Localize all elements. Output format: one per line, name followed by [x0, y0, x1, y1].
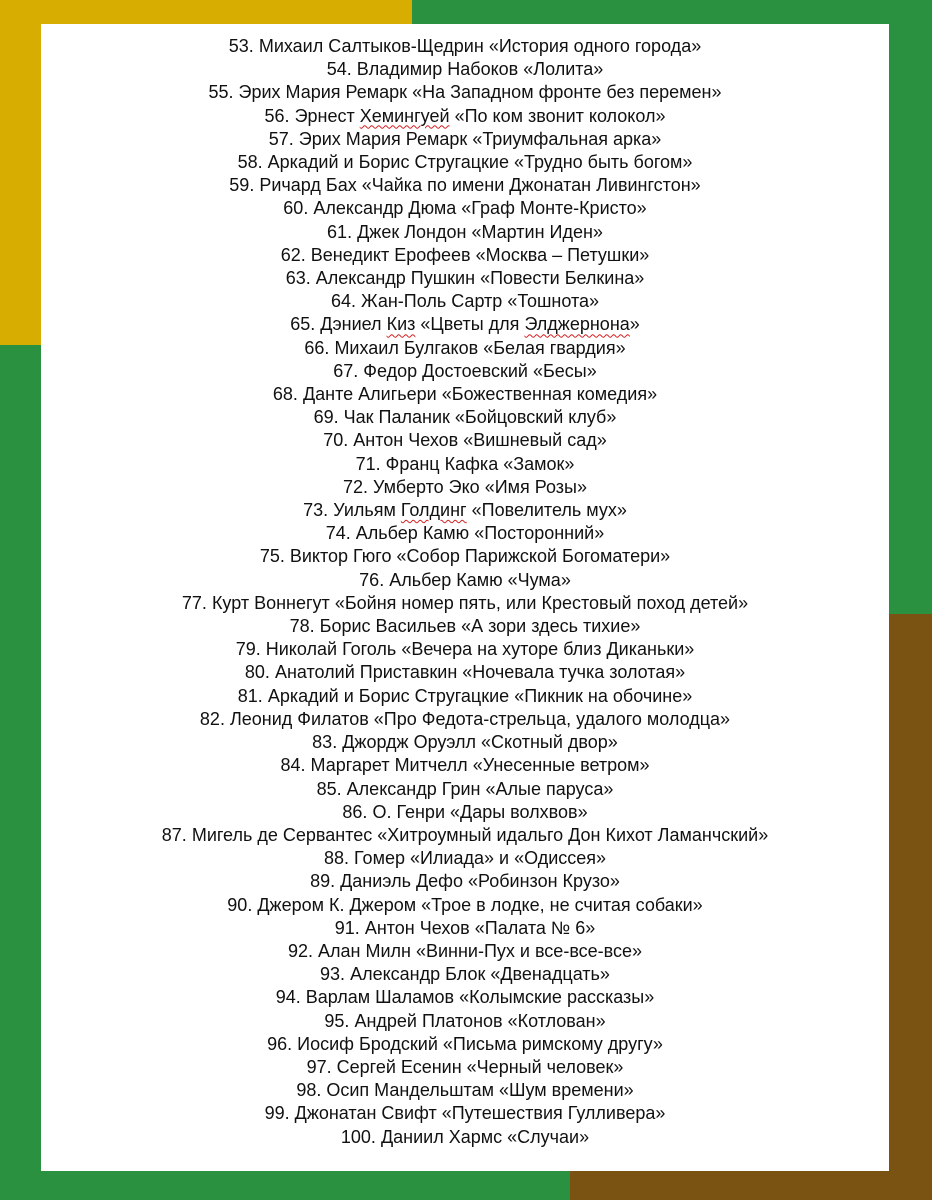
item-title: «По ком звонит колокол»: [454, 105, 666, 126]
item-author: Джером К. Джером: [257, 894, 417, 915]
item-title-misspelled: Элджернона: [524, 314, 630, 335]
item-title: «Чума»: [507, 569, 571, 590]
list-item: [41, 197, 889, 220]
list-item: [41, 545, 889, 568]
item-number: 78.: [289, 616, 315, 637]
item-title: «Бесы»: [532, 360, 597, 381]
item-number: 90.: [227, 894, 253, 915]
item-number: 72.: [343, 476, 369, 497]
list-item: [41, 638, 889, 661]
list-item: [41, 894, 889, 917]
item-title: «Хитроумный идальго Дон Кихот Ламанчский»: [377, 824, 769, 845]
item-author: Даниил Хармс: [380, 1126, 503, 1147]
list-item: [41, 569, 889, 592]
list-item: [41, 801, 889, 824]
item-author: Антон Чехов: [353, 430, 459, 451]
item-number: 58.: [237, 152, 263, 173]
item-author: Альбер Камю: [355, 523, 470, 544]
item-title: «Черный человек»: [466, 1056, 624, 1077]
item-number: 100.: [340, 1126, 376, 1147]
list-item: [41, 151, 889, 174]
item-author: Михаил Салтыков-Щедрин: [258, 36, 484, 56]
item-title: «Вишневый сад»: [463, 430, 607, 451]
book-list: [41, 24, 889, 1149]
item-author: Осип Мандельштам: [326, 1080, 494, 1101]
list-item: [41, 940, 889, 963]
list-item: [41, 105, 889, 128]
list-item: [41, 1056, 889, 1079]
list-item: [41, 383, 889, 406]
list-item: [41, 313, 889, 336]
item-author: Дэниел: [320, 314, 382, 335]
item-title: «Повелитель мух»: [471, 500, 627, 521]
item-author: Иосиф Бродский: [297, 1033, 438, 1054]
list-item: [41, 522, 889, 545]
item-author: Мигель де Сервантес: [191, 824, 373, 845]
list-item: [41, 754, 889, 777]
list-item: [41, 128, 889, 151]
item-number: 60.: [283, 198, 309, 219]
item-title: «Цветы для: [420, 314, 520, 335]
item-author: Курт Воннегут: [211, 592, 330, 613]
item-author-misspelled: Голдинг: [400, 500, 467, 521]
item-author: Франц Кафка: [385, 453, 499, 474]
item-author: Варлам Шаламов: [305, 987, 455, 1008]
list-item: [41, 1010, 889, 1033]
item-number: 84.: [280, 755, 306, 776]
item-author: Андрей Платонов: [354, 1010, 503, 1031]
item-title: «Собор Парижской Богоматери»: [396, 546, 671, 567]
item-title: «Ночевала тучка золотая»: [462, 662, 686, 683]
list-item: [41, 963, 889, 986]
item-number: 62.: [280, 244, 306, 265]
list-item: [41, 661, 889, 684]
item-author: Аркадий и Борис Стругацкие: [267, 685, 510, 706]
item-number: 71.: [355, 453, 381, 474]
item-number: 75.: [259, 546, 285, 567]
item-number: 56.: [264, 105, 290, 126]
item-title: «Белая гвардия»: [483, 337, 626, 358]
item-number: 95.: [324, 1010, 350, 1031]
item-author: Умберто Эко: [373, 476, 480, 497]
item-number: 67.: [333, 360, 359, 381]
item-number: 92.: [287, 940, 313, 961]
item-title: «Путешествия Гулливера»: [441, 1103, 666, 1124]
item-title: «Про Федота-стрельца, удалого молодца»: [373, 708, 731, 729]
item-title: «Палата № 6»: [474, 917, 596, 938]
item-author: Эрнест: [294, 105, 355, 126]
item-title: «Божественная комедия»: [441, 384, 658, 405]
list-item: [41, 824, 889, 847]
list-item: [41, 174, 889, 197]
item-title: «Шум времени»: [499, 1080, 634, 1101]
item-author-misspelled: Киз: [386, 314, 416, 335]
item-title: «Посторонний»: [474, 523, 605, 544]
list-item: [41, 1102, 889, 1125]
list-item: [41, 1079, 889, 1102]
item-author: Александр Дюма: [313, 198, 457, 219]
item-number: 94.: [275, 987, 301, 1008]
item-author: Джек Лондон: [357, 221, 467, 242]
item-title: «Робинзон Крузо»: [468, 871, 620, 892]
list-item: [41, 731, 889, 754]
item-number: 69.: [313, 407, 339, 428]
item-title: «Унесенные ветром»: [472, 755, 650, 776]
item-number: 89.: [310, 871, 336, 892]
item-number: 98.: [296, 1080, 322, 1101]
item-title: «Колымские рассказы»: [459, 987, 655, 1008]
item-number: 85.: [316, 778, 342, 799]
item-title: «Винни-Пух и все-все-все»: [415, 940, 643, 961]
item-number: 57.: [268, 128, 294, 149]
list-item: [41, 267, 889, 290]
document-page: [41, 24, 889, 1171]
item-title: «Илиада» и «Одиссея»: [409, 848, 607, 869]
item-author: Леонид Филатов: [229, 708, 369, 729]
item-number: 65.: [290, 314, 316, 335]
item-title: «Алые паруса»: [485, 778, 614, 799]
item-number: 73.: [303, 500, 329, 521]
list-item: [41, 499, 889, 522]
item-title: «Трудно быть богом»: [513, 152, 693, 173]
item-number: 68.: [272, 384, 298, 405]
list-item: [41, 337, 889, 360]
item-number: 87.: [161, 824, 187, 845]
item-author: Эрих Мария Ремарк: [238, 82, 408, 103]
item-number: 66.: [304, 337, 330, 358]
item-author-misspelled: Хемингуей: [359, 105, 450, 126]
item-title: «Триумфальная арка»: [472, 128, 662, 149]
item-author: Михаил Булгаков: [334, 337, 479, 358]
item-title: «А зори здесь тихие»: [461, 616, 641, 637]
item-title-end: »: [629, 314, 640, 335]
list-item: [41, 429, 889, 452]
list-item: [41, 35, 889, 58]
item-author: Джордж Оруэлл: [342, 732, 477, 753]
item-number: 77.: [181, 592, 207, 613]
item-number: 93.: [320, 964, 346, 985]
item-author: Александр Блок: [350, 964, 486, 985]
item-author: Николай Гоголь: [265, 639, 397, 660]
item-title: «Письма римскому другу»: [442, 1033, 663, 1054]
item-title: «Котлован»: [507, 1010, 606, 1031]
item-title: «Скотный двор»: [481, 732, 618, 753]
item-number: 80.: [244, 662, 270, 683]
item-number: 53.: [228, 36, 254, 56]
list-item: [41, 1033, 889, 1056]
item-author: Альбер Камю: [389, 569, 503, 590]
item-title: «Вечера на хуторе близ Диканьки»: [401, 639, 695, 660]
item-number: 70.: [323, 430, 349, 451]
item-number: 96.: [267, 1033, 293, 1054]
list-item: [41, 81, 889, 104]
item-title: «Замок»: [503, 453, 575, 474]
item-title: «На Западном фронте без перемен»: [412, 82, 722, 103]
item-author: Антон Чехов: [364, 917, 470, 938]
list-item: [41, 406, 889, 429]
list-item: [41, 58, 889, 81]
item-number: 99.: [264, 1103, 290, 1124]
item-author: О. Генри: [372, 801, 445, 822]
item-author: Ричард Бах: [259, 175, 357, 196]
list-item: [41, 221, 889, 244]
item-author: Даниэль Дефо: [340, 871, 463, 892]
item-author: Анатолий Приставкин: [274, 662, 458, 683]
item-number: 74.: [325, 523, 351, 544]
item-title: «Пикник на обочине»: [514, 685, 693, 706]
item-number: 61.: [327, 221, 353, 242]
list-item: [41, 615, 889, 638]
item-title: «Мартин Иден»: [471, 221, 603, 242]
item-title: «Трое в лодке, не считая собаки»: [421, 894, 703, 915]
item-title: «История одного города»: [488, 36, 702, 56]
item-number: 64.: [330, 291, 357, 312]
item-number: 86.: [342, 801, 368, 822]
item-title: «Имя Розы»: [484, 476, 587, 497]
item-author: Эрих Мария Ремарк: [298, 128, 468, 149]
item-author: Джонатан Свифт: [294, 1103, 437, 1124]
item-title: «Лолита»: [523, 59, 604, 80]
item-author: Виктор Гюго: [289, 546, 392, 567]
list-item: [41, 708, 889, 731]
item-author: Сергей Есенин: [336, 1056, 462, 1077]
list-item: [41, 917, 889, 940]
item-title: «Бойня номер пять, или Крестовый поход детей»: [334, 592, 749, 613]
list-item: [41, 244, 889, 267]
item-author: Венедикт Ерофеев: [310, 244, 471, 265]
list-item: [41, 360, 889, 383]
item-number: 83.: [312, 732, 338, 753]
list-item: [41, 592, 889, 615]
item-title: «Двенадцать»: [490, 964, 610, 985]
item-author: Маргарет Митчелл: [310, 755, 468, 776]
item-author: Уильям: [333, 500, 396, 521]
list-item: [41, 847, 889, 870]
list-item: [41, 870, 889, 893]
item-number: 55.: [208, 82, 234, 103]
item-author: Алан Милн: [317, 940, 411, 961]
item-number: 82.: [199, 708, 225, 729]
list-item: [41, 476, 889, 499]
list-item: [41, 290, 889, 313]
list-item: [41, 986, 889, 1009]
item-author: Александр Грин: [346, 778, 481, 799]
item-number: 97.: [306, 1056, 332, 1077]
item-title: «Бойцовский клуб»: [454, 407, 617, 428]
item-number: 91.: [334, 917, 360, 938]
item-title: «Дары волхвов»: [450, 801, 588, 822]
list-item: [41, 1126, 889, 1149]
item-title: «Чайка по имени Джонатан Ливингстон»: [361, 175, 701, 196]
item-number: 81.: [237, 685, 263, 706]
item-number: 54.: [326, 59, 352, 80]
item-title: «Тошнота»: [507, 291, 600, 312]
item-author: Федор Достоевский: [363, 360, 528, 381]
list-item: [41, 453, 889, 476]
item-number: 59.: [229, 175, 255, 196]
item-title: «Повести Белкина»: [480, 268, 645, 289]
list-item: [41, 778, 889, 801]
item-number: 79.: [235, 639, 261, 660]
item-title: «Москва – Петушки»: [475, 244, 650, 265]
item-author: Аркадий и Борис Стругацкие: [267, 152, 509, 173]
item-author: Борис Васильев: [319, 616, 457, 637]
list-item: [41, 685, 889, 708]
item-author: Чак Паланик: [343, 407, 450, 428]
item-author: Александр Пушкин: [315, 268, 476, 289]
item-number: 63.: [285, 268, 311, 289]
item-title: «Граф Монте-Кристо»: [461, 198, 647, 219]
item-number: 76.: [359, 569, 385, 590]
item-number: 88.: [323, 848, 349, 869]
item-title: «Случаи»: [507, 1126, 590, 1147]
item-author: Владимир Набоков: [356, 59, 519, 80]
item-author: Данте Алигьери: [302, 384, 437, 405]
item-author: Жан-Поль Сартр: [361, 291, 503, 312]
item-author: Гомер: [354, 848, 405, 869]
